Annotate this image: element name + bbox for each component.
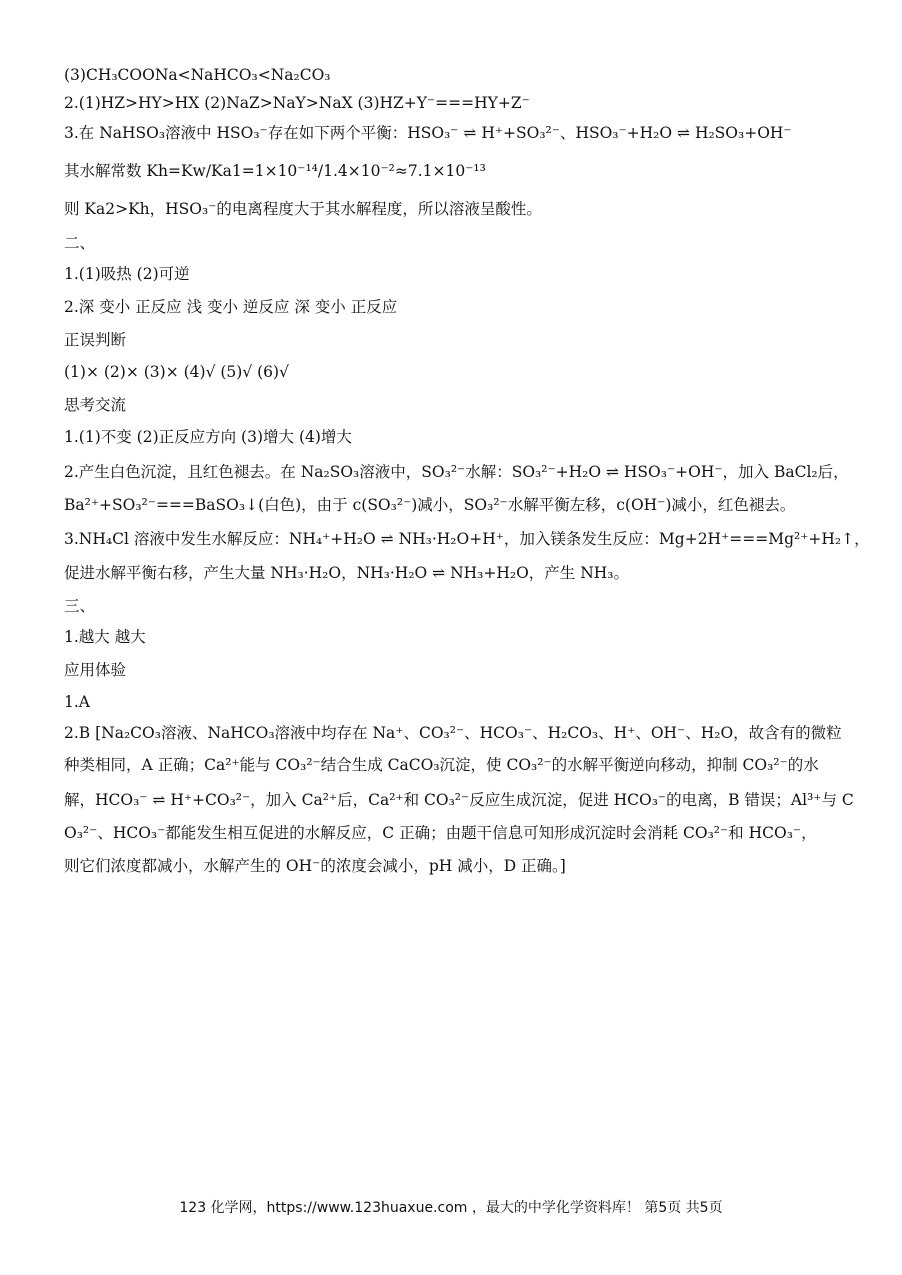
answer-line: O₃²⁻、HCO₃⁻都能发生相互促进的水解反应，C 正确；由题干信息可知形成沉淀时会消耗 CO₃²⁻和 HCO₃⁻， <box>64 824 817 842</box>
section-heading: 二、 <box>64 234 96 252</box>
answer-line: 则 Ka2>Kh，HSO₃⁻的电离程度大于其水解程度，所以溶液呈酸性。 <box>64 200 542 218</box>
answer-line: (3)CH₃COONa<NaHCO₃<Na₂CO₃ <box>64 66 331 84</box>
answer-line: 种类相同，A 正确；Ca²⁺能与 CO₃²⁻结合生成 CaCO₃沉淀，使 CO₃²⁻的水解平衡逆向移动，抑制 CO₃²⁻的水 <box>64 756 819 774</box>
answer-line: 3.在 NaHSO₃溶液中 HSO₃⁻存在如下两个平衡：HSO₃⁻ ⇌ H⁺+SO₃²⁻、HSO₃⁻+H₂O ⇌ H₂SO₃+OH⁻ <box>64 124 792 142</box>
answer-line: 1.(1)吸热 (2)可逆 <box>64 265 190 283</box>
answer-line: 则它们浓度都减小，水解产生的 OH⁻的浓度会减小，pH 减小，D 正确。] <box>64 857 566 875</box>
section-heading: 思考交流 <box>64 396 127 414</box>
section-heading: 正误判断 <box>64 331 127 349</box>
section-heading: 应用体验 <box>64 661 127 679</box>
answer-line: (1)× (2)× (3)× (4)√ (5)√ (6)√ <box>64 363 289 381</box>
section-heading: 三、 <box>64 597 96 615</box>
answer-line: 1.A <box>64 693 90 711</box>
answer-line: 2.深 变小 正反应 浅 变小 逆反应 深 变小 正反应 <box>64 298 398 316</box>
answer-line: 2.(1)HZ>HY>HX (2)NaZ>NaY>NaX (3)HZ+Y⁻===HY+Z⁻ <box>64 94 530 112</box>
answer-line: 2.B [Na₂CO₃溶液、NaHCO₃溶液中均存在 Na⁺、CO₃²⁻、HCO₃⁻、H₂CO₃、H⁺、OH⁻、H₂O，故含有的微粒 <box>64 724 842 742</box>
answer-line: 1.(1)不变 (2)正反应方向 (3)增大 (4)增大 <box>64 428 352 446</box>
answer-line: 促进水解平衡右移，产生大量 NH₃·H₂O，NH₃·H₂O ⇌ NH₃+H₂O，产生 NH₃。 <box>64 564 630 582</box>
answer-line: 3.NH₄Cl 溶液中发生水解反应：NH₄⁺+H₂O ⇌ NH₃·H₂O+H⁺，加入镁条发生反应：Mg+2H⁺===Mg²⁺+H₂↑， <box>64 530 870 548</box>
answer-line: 2.产生白色沉淀，且红色褪去。在 Na₂SO₃溶液中，SO₃²⁻水解：SO₃²⁻+H₂O ⇌ HSO₃⁻+OH⁻，加入 BaCl₂后， <box>64 463 849 481</box>
answer-line: 解，HCO₃⁻ ⇌ H⁺+CO₃²⁻，加入 Ca²⁺后，Ca²⁺和 CO₃²⁻反应生成沉淀，促进 HCO₃⁻的电离，B 错误；Al³⁺与 C <box>64 791 854 809</box>
answer-line: Ba²⁺+SO₃²⁻===BaSO₃↓(白色)，由于 c(SO₃²⁻)减小，SO₃²⁻水解平衡左移，c(OH⁻)减小，红色褪去。 <box>64 496 796 514</box>
answer-line: 其水解常数 Kh=Kw/Ka1=1×10⁻¹⁴/1.4×10⁻²≈7.1×10⁻¹³ <box>64 162 486 180</box>
answer-line: 1.越大 越大 <box>64 628 146 646</box>
page-footer: 123 化学网，https://www.123huaxue.com ，最大的中学化学资料库！ 第5页 共5页 <box>179 1200 723 1216</box>
